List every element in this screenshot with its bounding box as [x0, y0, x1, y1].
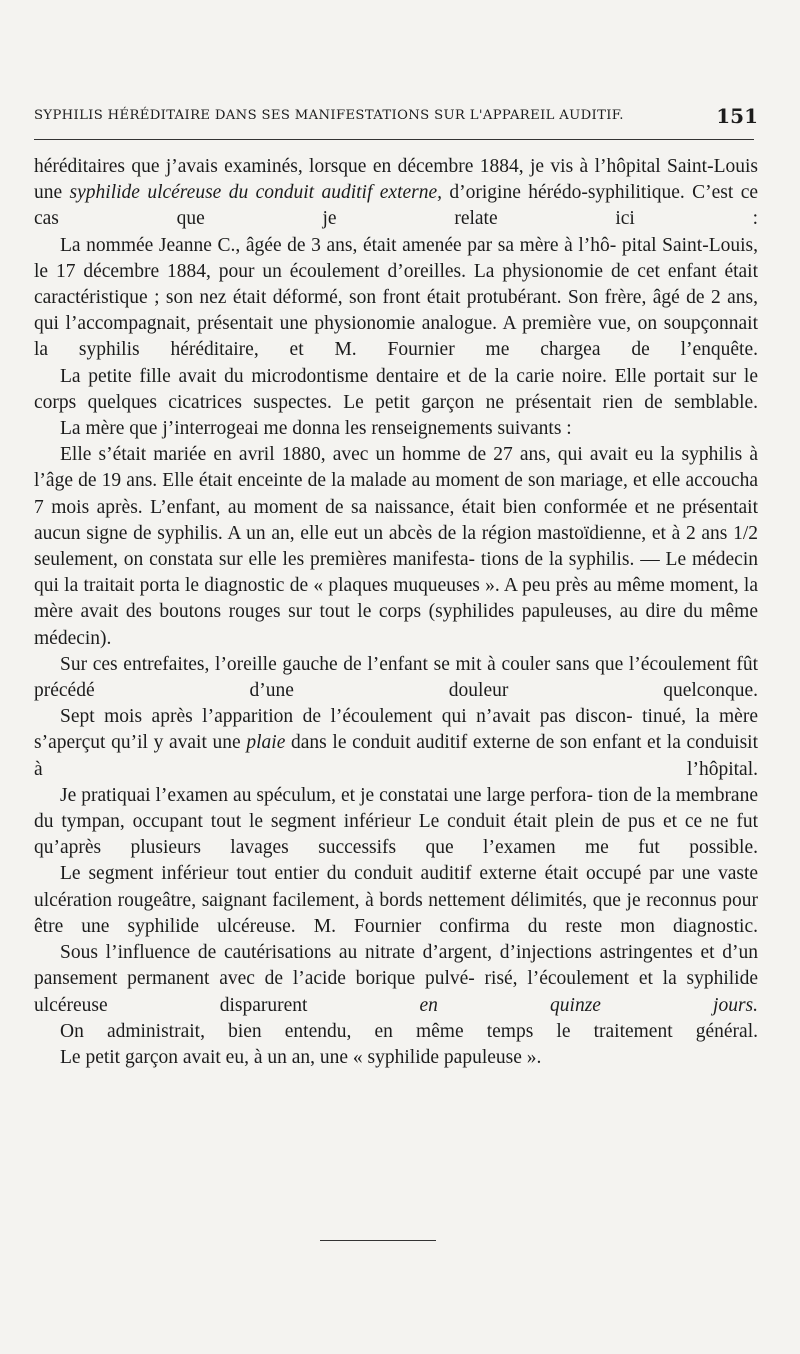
- text-line: Je pratiquai l’examen au spéculum, et je constatai une large perfora-: [60, 784, 593, 806]
- text-line: dans le conduit auditif: [285, 732, 468, 754]
- text-line: signe de syphilis. A un an, elle eut un abcès de la région mastoïdienne,: [86, 522, 647, 544]
- paragraph: [34, 783, 758, 862]
- paragraph: [34, 940, 758, 1019]
- text-line: successifs que l’examen me fut possible.: [318, 837, 758, 859]
- text-line: la syphilis héréditaire, et M. Fournier me chargea de l’enquête.: [34, 339, 758, 361]
- text-line: occupé par une vaste ulcération rougeâtre, saignant facilement, à bords: [34, 863, 759, 911]
- italic-text: plaie: [246, 732, 286, 754]
- paragraph: [34, 652, 758, 704]
- text-line: nettement délimités, que je reconnus pour être une syphilide ulcéreuse.: [34, 889, 758, 937]
- end-rule: [320, 1240, 436, 1241]
- text-line: On administrait, bien entendu, en même temps le traitement: [60, 1020, 673, 1042]
- text-line: La petite fille avait du microdontisme dentaire et de la carie noire.: [60, 365, 607, 387]
- text-line: Sous l’influence de cautérisations au nitrate d’argent, d’injections: [60, 942, 592, 964]
- page-number: 151: [716, 104, 758, 128]
- text-line: externe de son enfant et la conduisit à l’hôpital.: [34, 732, 758, 780]
- text-line: l’hôpital Saint-Louis une: [34, 156, 759, 204]
- text-line: boutons rouges sur tout le corps (syphilides papuleuses, au dire du même: [159, 601, 759, 623]
- paragraph: [34, 704, 758, 783]
- text-line: Sept mois après l’apparition de l’écoulement qui n’avait pas discon-: [60, 706, 633, 728]
- text-line: M. Fournier confirma du reste mon diagnostic.: [313, 915, 759, 937]
- text-line: ne présentait rien de semblable.: [485, 391, 759, 413]
- italic-text: en quinze jours.: [419, 994, 758, 1016]
- text-line: son front était protubérant. Son frère, âgé de 2 ans, qui l’accompagnait,: [34, 287, 758, 335]
- text-line: et à 2 ans 1/2 seulement, on constata sur elle les premières manifesta-: [34, 522, 759, 571]
- text-line: d’origine hérédo-syphilitique. C’est ce cas que je relate ici :: [34, 182, 759, 230]
- text-line: Elle portait sur le corps quelques cicatrices suspectes. Le petit garçon: [34, 365, 758, 413]
- text-line: eu la syphilis à l’âge de 19 ans. Elle était enceinte de la malade au: [34, 444, 758, 492]
- text-line: La physionomie de cet enfant était caractéristique ; son nez était déformé,: [34, 260, 759, 309]
- text-line: moment de son mariage, et elle accoucha 7 mois après. L’enfant, au: [34, 470, 758, 518]
- running-title: SYPHILIS HÉRÉDITAIRE DANS SES MANIFESTATIONS SUR L'APPAREIL AUDITIF.: [34, 108, 624, 123]
- text-line: La mère que j’interrogeai me donna les renseignements suivants :: [60, 418, 572, 440]
- text-line: présentait une physionomie analogue. A première vue, on soupçonnait: [197, 313, 758, 335]
- text-line: tions de la syphilis. — Le médecin qui la traitait porta le diagnostic de: [34, 549, 758, 597]
- paragraph: [34, 442, 758, 652]
- text-line: pital Saint-Louis, le 17 décembre 1884, pour un écoulement d’oreilles.: [34, 234, 758, 282]
- text-line: tinué, la mère s’aperçut qu’il y avait une: [34, 706, 758, 754]
- text-line: que l’écoulement fût précédé d’une douleur quelconque.: [34, 653, 758, 702]
- italic-text: syphilide ulcéreuse du conduit auditif externe,: [69, 182, 443, 204]
- text-line: Elle s’était mariée en avril 1880, avec un homme de 27 ans, qui avait: [60, 444, 628, 466]
- text-line: tion de la membrane du tympan, occupant tout le segment inférieur: [34, 784, 758, 833]
- text-line: « plaques muqueuses ». A peu près au même moment, la mère avait des: [34, 575, 758, 623]
- paragraph: [34, 364, 758, 416]
- text-line: médecin).: [34, 627, 112, 649]
- paragraph: [34, 154, 758, 233]
- paragraph: [34, 1019, 758, 1045]
- text-line: moment de sa naissance, était bien conformée et ne présentait aucun: [34, 496, 759, 544]
- text-line: Le conduit était plein de pus et ce ne fut qu’après plusieurs lavages: [34, 811, 758, 859]
- text-line: Sur ces entrefaites, l’oreille gauche de l’enfant se mit à couler sans: [60, 653, 590, 675]
- paragraph: [34, 1045, 758, 1071]
- text-line: général.: [695, 1020, 759, 1042]
- paragraph: [34, 416, 758, 442]
- paragraph: [34, 233, 758, 364]
- text-line: Le petit garçon avait eu, à un an, une « syphilide papuleuse ».: [60, 1046, 542, 1068]
- paragraph: [34, 861, 758, 940]
- text-line: risé, l’écoulement et la syphilide ulcéreuse disparurent: [34, 968, 759, 1016]
- page-header: [34, 104, 758, 134]
- text-line: Le segment inférieur tout entier du conduit auditif externe était: [60, 863, 579, 885]
- text-line: astringentes et d’un pansement permanent avec de l’acide borique pulvé-: [34, 942, 758, 990]
- body-text: [34, 154, 758, 1071]
- text-line: héréditaires que j’avais examinés, lorsque en décembre 1884, je vis à: [34, 156, 589, 177]
- header-rule: [34, 139, 754, 140]
- text-line: La nommée Jeanne C., âgée de 3 ans, était amenée par sa mère à l’hô-: [60, 234, 617, 256]
